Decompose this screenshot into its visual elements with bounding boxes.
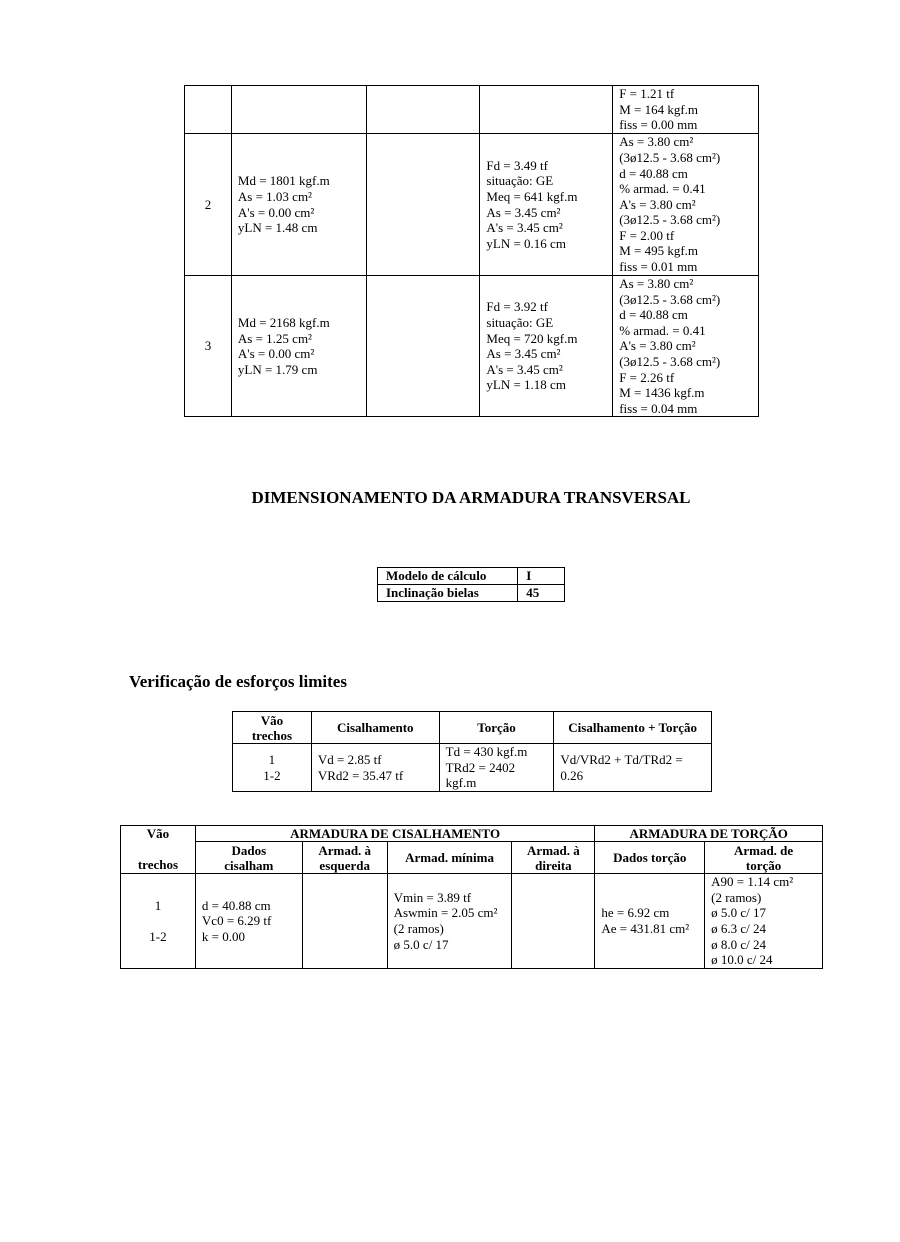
right-reinforcement-cell <box>512 874 595 969</box>
column-header: Torção <box>439 712 554 744</box>
table-row <box>185 134 759 276</box>
column-header: Dados cisalham <box>195 842 302 874</box>
column-header: Armad. à direita <box>512 842 595 874</box>
strut-angle-label: Inclinação bielas <box>378 585 518 602</box>
empty-cell <box>366 134 480 276</box>
column-header: Armad. à esquerda <box>302 842 387 874</box>
table-header-row <box>121 842 823 874</box>
column-header: Cisalhamento + Torção <box>554 712 712 744</box>
left-reinforcement-cell <box>302 874 387 969</box>
table-header-row <box>121 826 823 842</box>
table-row <box>378 585 565 602</box>
column-header: Armad. de torção <box>705 842 823 874</box>
design-values-cell <box>231 86 366 134</box>
column-header: Cisalhamento <box>311 712 439 744</box>
longitudinal-continuation-table <box>184 85 759 417</box>
span-cell: 1 1-2 <box>121 874 196 969</box>
combined-cell: Vd/VRd2 + Td/TRd2 = 0.26 <box>554 744 712 792</box>
shear-group-header: ARMADURA DE CISALHAMENTO <box>195 826 594 842</box>
column-header: Armad. mínima <box>387 842 512 874</box>
adopted-reinforcement-cell: As = 3.80 cm² (3ø12.5 - 3.68 cm²) d = 40.88 cm % armad. = 0.41 A's = 3.80 cm² (3ø12.5 - 3.68 cm²) F = 2.26 tf M = 1436 kgf.m fiss = 0.04 mm <box>613 276 759 417</box>
torsion-group-header: ARMADURA DE TORÇÃO <box>595 826 823 842</box>
span-header-label: Vão <box>146 826 170 841</box>
row-id: 3 <box>185 276 232 417</box>
adopted-reinforcement-cell: F = 1.21 tf M = 164 kgf.m fiss = 0.00 mm <box>613 86 759 134</box>
minimum-reinforcement-cell: Vmin = 3.89 tf Aswmin = 2.05 cm² (2 ramos) ø 5.0 c/ 17 <box>387 874 512 969</box>
table-row <box>185 276 759 417</box>
adopted-reinforcement-cell: As = 3.80 cm² (3ø12.5 - 3.68 cm²) d = 40.88 cm % armad. = 0.41 A's = 3.80 cm² (3ø12.5 - 3.68 cm²) F = 2.00 tf M = 495 kgf.m fiss = 0.01 mm <box>613 134 759 276</box>
column-header: Vão trechos <box>233 712 312 744</box>
model-value: I <box>518 568 565 585</box>
page-title: DIMENSIONAMENTO DA ARMADURA TRANSVERSAL <box>251 488 691 507</box>
compression-values-cell <box>480 86 613 134</box>
shear-data-cell: d = 40.88 cm Vc0 = 6.29 tf k = 0.00 <box>195 874 302 969</box>
compression-values-cell: Fd = 3.92 tf situação: GE Meq = 720 kgf.m As = 3.45 cm² A's = 3.45 cm² yLN = 1.18 cm <box>480 276 613 417</box>
torsion-reinforcement-cell: A90 = 1.14 cm² (2 ramos) ø 5.0 c/ 17 ø 6.3 c/ 24 ø 8.0 c/ 24 ø 10.0 c/ 24 <box>705 874 823 969</box>
span-cell: 1 1-2 <box>233 744 312 792</box>
table-header-row <box>233 712 712 744</box>
empty-cell <box>366 276 480 417</box>
section-heading: Verificação de esforços limites <box>129 672 347 691</box>
compression-values-cell: Fd = 3.49 tf situação: GE Meq = 641 kgf.m As = 3.45 cm² A's = 3.45 cm² yLN = 0.16 cm <box>480 134 613 276</box>
table-row <box>185 86 759 134</box>
column-header: Dados torção <box>595 842 705 874</box>
strut-angle-value: 45 <box>518 585 565 602</box>
span-header <box>121 826 196 874</box>
shear-cell: Vd = 2.85 tf VRd2 = 35.47 tf <box>311 744 439 792</box>
limit-forces-table <box>232 711 712 792</box>
row-id: 2 <box>185 134 232 276</box>
calculation-model-table <box>377 567 565 602</box>
shear-torsion-reinforcement-table <box>120 825 823 969</box>
empty-cell <box>366 86 480 134</box>
table-row <box>378 568 565 585</box>
torsion-cell: Td = 430 kgf.m TRd2 = 2402 kgf.m <box>439 744 554 792</box>
design-values-cell: Md = 1801 kgf.m As = 1.03 cm² A's = 0.00 cm² yLN = 1.48 cm <box>231 134 366 276</box>
torsion-data-cell: he = 6.92 cm Ae = 431.81 cm² <box>595 874 705 969</box>
design-values-cell: Md = 2168 kgf.m As = 1.25 cm² A's = 0.00 cm² yLN = 1.79 cm <box>231 276 366 417</box>
model-label: Modelo de cálculo <box>378 568 518 585</box>
row-id <box>185 86 232 134</box>
segments-header-label: trechos <box>137 857 179 872</box>
table-row <box>121 874 823 969</box>
table-row <box>233 744 712 792</box>
